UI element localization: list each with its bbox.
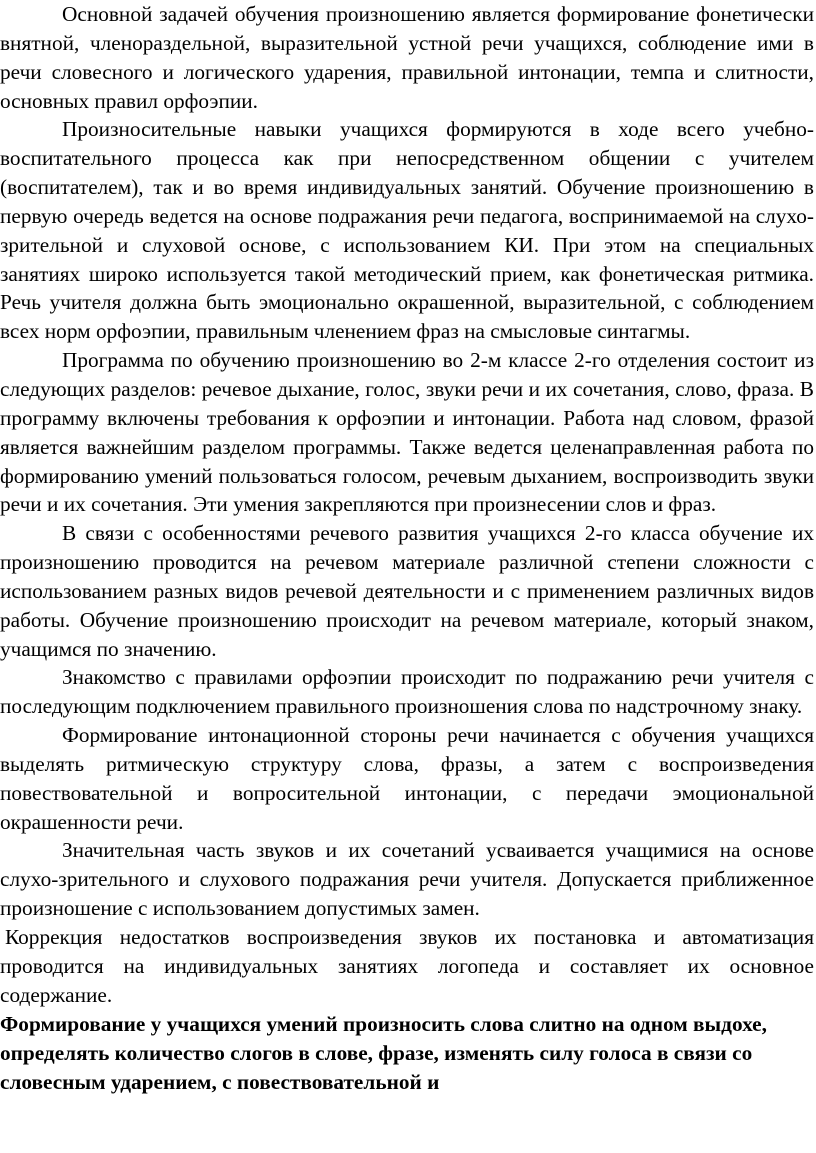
paragraph-sound-acquisition: Значительная часть звуков и их сочетаний усваивается учащимися на основе слухо-зрительного и слухового подражания речи учителя. Допускается приближенное произношение с использованием допустимых замен.	[0, 838, 814, 921]
paragraph-program-sections: Программа по обучению произношению во 2-м классе 2-го отделения состоит из следующих разделов: речевое дыхание, голос, звуки речи и их сочетания, слово, фраза. В программу включены требования к орфоэпии и интонации. Работа над словом, фразой является важнейшим разделом программы. Также ведется целенаправленная работа по формированию умений пользоваться голосом, речевым дыханием, воспроизводить звуки речи и их сочетания. Эти умения закрепляются при произнесении слов и фраз.	[0, 348, 814, 517]
paragraph-pronunciation-skills: Произносительные навыки учащихся формируются в ходе всего учебно-воспитательного процесса как при непосредственном общении с учителем (воспитателем), так и во время индивидуальных занятий. Обучение произношению в первую очередь ведется на основе подражания речи педагога, воспринимаемой на слухо-зрительной и слуховой основе, с использованием КИ. При этом на специальных занятиях широко используется такой методический прием, как фонетическая ритмика. Речь учителя должна быть эмоционально окрашенной, выразительной, с соблюдением всех норм орфоэпии, правильным членением фраз на смысловые синтагмы.	[0, 117, 814, 344]
paragraph-pronunciation-goal: Основной задачей обучения произношению является формирование фонетически внятной, членораздельной, выразительной устной речи учащихся, соблюдение ими в речи словесного и логического ударения, правильной интонации, темпа и слитности, основных правил орфоэпии.	[0, 2, 814, 113]
paragraph-orthoepy-rules: Знакомство с правилами орфоэпии происходит по подражанию речи учителя с последующим подключением правильного произношения слова по надстрочному знаку.	[0, 665, 814, 719]
paragraph-speech-development: В связи с особенностями речевого развития учащихся 2-го класса обучение их произношению проводится на речевом материале различной степени сложности с использованием разных видов речевой деятельности и с применением различных видов работы. Обучение произношению происходит на речевом материале, который знаком, учащимся по значению.	[0, 521, 814, 661]
section-heading: Формирование у учащихся умений произносить слова слитно на одном выдохе, определять количество слогов в слове, фразе, изменять силу голоса в связи со словесным ударением, с повествовательной и	[0, 1011, 767, 1094]
paragraph-correction: Коррекция недостатков воспроизведения звуков их постановка и автоматизация проводится на индивидуальных занятиях логопеда и составляет их основное содержание.	[0, 925, 814, 1007]
paragraph-intonation: Формирование интонационной стороны речи начинается с обучения учащихся выделять ритмическую структуру слова, фразы, а затем с воспроизведения повествовательной и вопросительной интонации, с передачи эмоциональной окрашенности речи.	[0, 723, 814, 834]
